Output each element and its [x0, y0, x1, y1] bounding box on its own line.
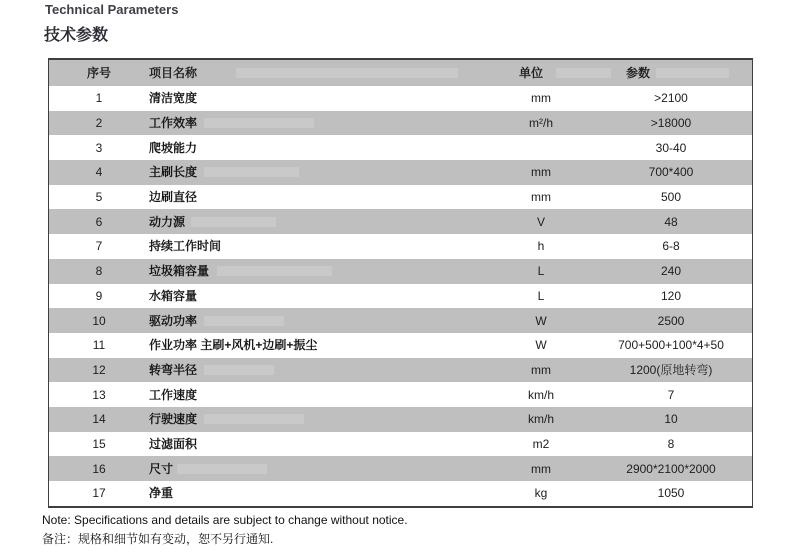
- cell-no: 14: [92, 412, 106, 427]
- table-row: [49, 456, 752, 481]
- artifact-patch: [217, 266, 332, 276]
- table-header-row: [49, 60, 752, 86]
- cell-no: 4: [95, 165, 103, 180]
- cell-value: 7: [667, 387, 675, 402]
- cell-no: 3: [95, 140, 103, 155]
- cell-name: 过滤面积: [149, 436, 198, 451]
- table-row: [49, 407, 752, 432]
- cell-name: 作业功率 主刷+风机+边刷+振尘: [149, 338, 318, 353]
- cell-name: 动力源: [149, 216, 491, 228]
- note-english: Note: Specifications and details are subject to change without notice.: [42, 513, 408, 527]
- header-no: 序号: [86, 66, 111, 80]
- cell-unit: W: [535, 313, 547, 328]
- cell-value: 2500: [657, 313, 685, 328]
- cell-name: 尺寸: [149, 463, 491, 475]
- cell-value: 1050: [657, 486, 685, 501]
- cell-unit: mm: [531, 165, 551, 180]
- cell-name: 行驶速度: [149, 413, 491, 425]
- cell-no: 6: [95, 214, 103, 229]
- cell-no: 7: [95, 239, 103, 254]
- cell-value: 6-8: [662, 239, 680, 254]
- cell-value: 8: [667, 436, 675, 451]
- cell-no: 9: [95, 288, 103, 303]
- cell-name: 转弯半径: [149, 364, 491, 376]
- artifact-patch: [177, 464, 267, 474]
- table-row: [49, 160, 752, 185]
- cell-name: 清洁宽度: [149, 91, 198, 106]
- table-row: [49, 481, 752, 506]
- cell-no: 16: [92, 461, 106, 476]
- page-title-english: Technical Parameters: [45, 2, 179, 17]
- cell-unit: m²/h: [529, 116, 553, 131]
- table-row: [49, 382, 752, 407]
- artifact-patch: [204, 316, 284, 326]
- cell-no: 11: [92, 338, 106, 353]
- artifact-patch: [204, 118, 314, 128]
- cell-name: 净重: [149, 486, 174, 501]
- cell-unit: h: [537, 239, 545, 254]
- cell-unit: L: [537, 264, 545, 279]
- cell-unit: kg: [534, 486, 548, 501]
- cell-no: 2: [95, 116, 103, 131]
- cell-value: 10: [664, 412, 678, 427]
- cell-name: 水箱容量: [149, 288, 198, 303]
- table-row: [49, 284, 752, 309]
- cell-value: 1200(原地转弯): [629, 362, 713, 377]
- header-item-name: 项目名称: [149, 67, 491, 79]
- cell-unit: km/h: [527, 412, 554, 427]
- spec-table: [48, 58, 753, 508]
- cell-name: 主刷长度: [149, 166, 491, 178]
- cell-unit: mm: [531, 91, 551, 106]
- table-row: [49, 86, 752, 111]
- cell-unit: mm: [531, 461, 551, 476]
- cell-no: 12: [92, 362, 106, 377]
- cell-no: 5: [95, 190, 103, 205]
- artifact-patch: [191, 217, 276, 227]
- cell-value: 240: [660, 264, 682, 279]
- table-row: [49, 333, 752, 358]
- cell-no: 15: [92, 436, 106, 451]
- cell-value: >2100: [654, 91, 688, 106]
- cell-no: 1: [95, 91, 103, 106]
- table-row: [49, 209, 752, 234]
- cell-name: 工作速度: [149, 387, 198, 402]
- cell-no: 17: [92, 486, 106, 501]
- table-row: [49, 308, 752, 333]
- cell-unit: W: [535, 338, 547, 353]
- cell-name: 边刷直径: [149, 190, 198, 205]
- cell-name: 垃圾箱容量: [149, 265, 491, 277]
- cell-no: 13: [92, 387, 106, 402]
- cell-name: 驱动功率: [149, 315, 491, 327]
- cell-value: 30-40: [655, 140, 687, 155]
- cell-unit: m2: [532, 436, 550, 451]
- cell-unit: mm: [531, 362, 551, 377]
- note-chinese: 备注：规格和细节如有变动，恕不另行通知.: [42, 532, 274, 546]
- table-row: [49, 234, 752, 259]
- cell-name: 工作效率: [149, 117, 491, 129]
- cell-value: 700+500+100*4+50: [618, 338, 724, 353]
- artifact-patch: [204, 167, 299, 177]
- table-row: [49, 185, 752, 210]
- cell-name: 爬坡能力: [149, 140, 198, 155]
- cell-value: 120: [660, 288, 682, 303]
- artifact-patch: [236, 68, 458, 78]
- cell-unit: mm: [531, 190, 551, 205]
- page-title-chinese: 技术参数: [44, 27, 109, 44]
- artifact-patch: [204, 414, 304, 424]
- header-value: 参数: [591, 67, 751, 79]
- table-row: [49, 135, 752, 160]
- cell-unit: L: [537, 288, 545, 303]
- cell-name: 持续工作时间: [149, 239, 222, 254]
- cell-value: >18000: [650, 116, 692, 131]
- table-row: [49, 358, 752, 383]
- table-row: [49, 259, 752, 284]
- cell-unit: km/h: [527, 387, 554, 402]
- table-row: [49, 432, 752, 457]
- cell-no: 10: [92, 313, 106, 328]
- cell-no: 8: [95, 264, 103, 279]
- cell-unit: V: [536, 214, 545, 229]
- cell-value: 500: [660, 190, 682, 205]
- cell-value: 48: [664, 214, 678, 229]
- cell-value: 700*400: [648, 165, 694, 180]
- artifact-patch: [204, 365, 274, 375]
- header-unit: 单位: [491, 67, 591, 79]
- table-row: [49, 111, 752, 136]
- cell-value: 2900*2100*2000: [626, 461, 716, 476]
- artifact-patch: [656, 68, 729, 78]
